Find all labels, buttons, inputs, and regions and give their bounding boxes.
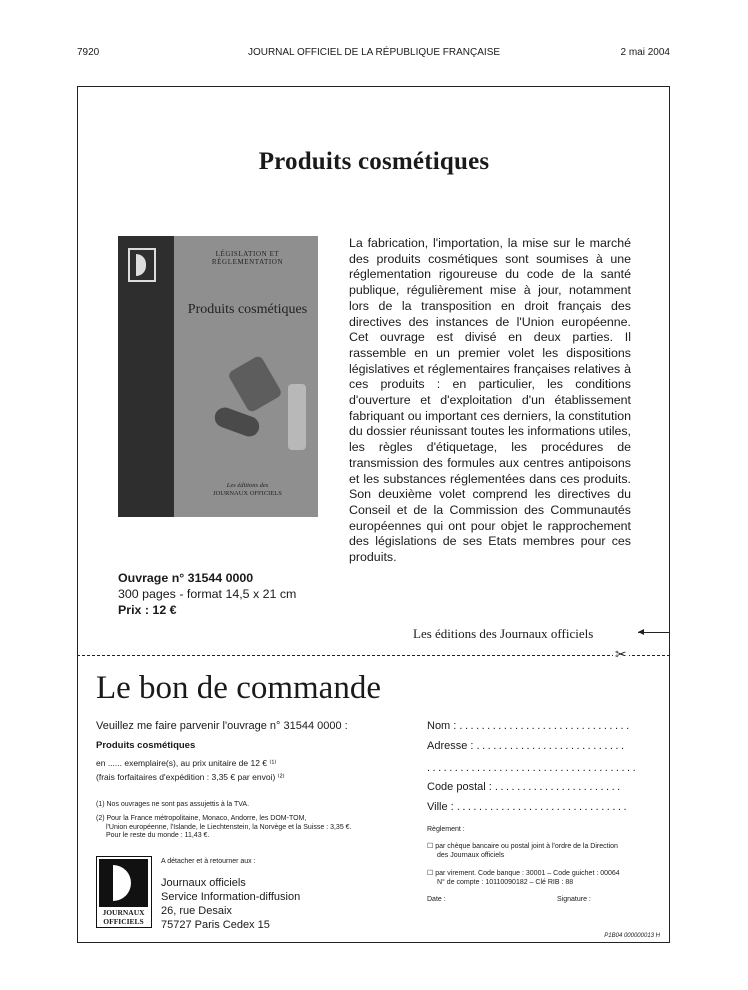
price: Prix : 12 € bbox=[118, 603, 177, 617]
date-field[interactable]: Date : bbox=[427, 896, 446, 903]
book-cover-image bbox=[118, 236, 318, 517]
reglement-label: Règlement : bbox=[427, 826, 465, 833]
cut-line bbox=[77, 655, 670, 656]
order-intro: Veuillez me faire parvenir l'ouvrage n° 31544 0000 : bbox=[96, 720, 348, 732]
cover-series: LÉGISLATION ET RÉGLEMENTATION bbox=[211, 250, 284, 266]
checkbox-icon[interactable]: ☐ bbox=[427, 870, 434, 877]
adresse-line-2[interactable]: ...................................... bbox=[427, 762, 639, 774]
detach-instruction: A détacher et à retourner aux : bbox=[161, 858, 256, 865]
payment-virement[interactable]: ☐ par virement. Code banque : 30001 – Code guichet : 00064 N° de compte : 10110090182 – Clé RIB : 88 bbox=[427, 870, 620, 886]
journaux-officiels-logo: JOURNAUX OFFICIELS bbox=[96, 856, 152, 928]
order-product: Produits cosmétiques bbox=[96, 740, 196, 751]
cover-publisher: Les éditions des JOURNAUX OFFICIELS bbox=[213, 482, 282, 497]
advert-title: Produits cosmétiques bbox=[258, 148, 490, 175]
signature-field[interactable]: Signature : bbox=[557, 896, 591, 903]
ville-field[interactable]: Ville : ............................... bbox=[427, 801, 630, 813]
form-reference-code: P1B04 000000013 H bbox=[604, 933, 660, 939]
nom-field[interactable]: Nom : ............................... bbox=[427, 720, 632, 732]
order-form-heading: Le bon de commande bbox=[96, 670, 381, 706]
footnote-1: (1) Nos ouvrages ne sont pas assujettis à la TVA. bbox=[96, 801, 250, 808]
scissors-icon: ✂ bbox=[615, 646, 627, 662]
arrow-left-icon bbox=[638, 632, 670, 633]
book-reference bbox=[118, 570, 296, 618]
book-description: La fabrication, l'importation, la mise sur le marché des produits cosmétiques sont soumises à une réglementation rigoureuse du code de la santé publique, régulièrement mise à jour, notamment lors de la transposition en droit français des directives des instances de l'Union européenne. Cet ouvrage est divisé en deux parties. Il rassemble en un premier volet les dispositions législatives et réglementaires françaises relatives à ces produits : en particulier, les conditions d'ouverture et d'exploitation d'un établissement fabriquant ou important ces derniers, la constitution du dossier réunissant toutes les informations utiles, les règles d'étiquetage, les procédures de transmission des formules aux centres antipoisons et les substances réglementées dans ces produits. Son deuxième volet comprend les directives du Conseil et de la Commission des Communautés européennes qui ont pour objet le rapprochement des législations de ses Etats membres pour ces produits. bbox=[349, 236, 631, 565]
ouvrage-number: Ouvrage n° 31544 0000 bbox=[118, 571, 254, 585]
jo-logo-icon bbox=[128, 248, 156, 282]
footnote-2: (2) Pour la France métropolitaine, Monaco, Andorre, les DOM-TOM, l'Union européenne, l'Islande, le Liechtenstein, la Norvège et la Suisse : 3,35 €. Pour le reste du monde : 11,43 €. bbox=[96, 815, 352, 839]
payment-cheque[interactable]: ☐ par chèque bancaire ou postal joint à l'ordre de la Direction des Journaux officiels bbox=[427, 843, 618, 859]
checkbox-icon[interactable]: ☐ bbox=[427, 843, 434, 850]
adresse-field[interactable]: Adresse : ........................... bbox=[427, 740, 627, 752]
quantity-field[interactable]: en ...... exemplaire(s), au prix unitaire de 12 € ⁽¹⁾ bbox=[96, 758, 277, 768]
page-number: 7920 bbox=[77, 47, 100, 58]
journal-title: JOURNAL OFFICIEL DE LA RÉPUBLIQUE FRANÇAISE bbox=[247, 47, 501, 58]
editions-label: Les éditions des Journaux officiels bbox=[413, 626, 594, 641]
cover-title: Produits cosmétiques bbox=[187, 302, 308, 317]
code-postal-field[interactable]: Code postal : ....................... bbox=[427, 781, 623, 793]
return-address: Journaux officiels Service Information-diffusion 26, rue Desaix 75727 Paris Cedex 15 bbox=[161, 877, 301, 931]
page-format: 300 pages - format 14,5 x 21 cm bbox=[118, 587, 297, 601]
issue-date: 2 mai 2004 bbox=[620, 47, 670, 58]
shipping-note: (frais forfaitaires d'expédition : 3,35 € par envoi) ⁽²⁾ bbox=[96, 772, 285, 782]
